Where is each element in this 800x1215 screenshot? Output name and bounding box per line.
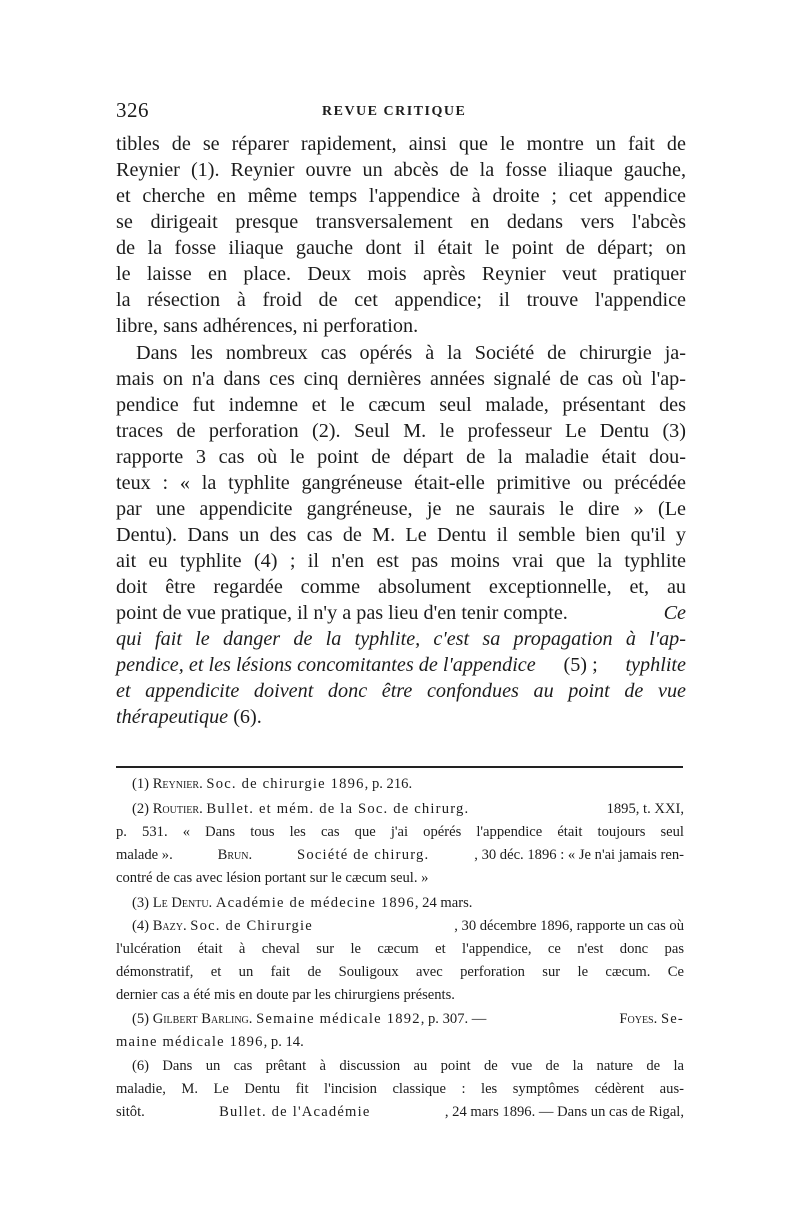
- footnote-text: , 30 décembre 1896, rapporte un cas où: [454, 918, 684, 934]
- body-text-italic: typhlite: [625, 654, 686, 676]
- footnote-line: dernier cas a été mis en doute par les chirurgiens présents.: [116, 987, 455, 1003]
- footnote-number: (5): [132, 1011, 150, 1027]
- footnote-text: , 24 mars.: [414, 895, 473, 911]
- running-title: REVUE CRITIQUE: [322, 104, 467, 119]
- footnote-6: (6) Dans un cas prêtant à discussion au point de vue de la nature de la: [132, 1058, 684, 1074]
- footnote-2: [132, 799, 684, 819]
- footnote-3: [132, 893, 684, 913]
- body-text: (6).: [233, 706, 262, 728]
- footnote-5: [132, 1009, 684, 1029]
- footnote-text: , p. 14.: [263, 1034, 304, 1050]
- footnote-source: Se-: [660, 1011, 684, 1027]
- footnote-source: Bullet. et mém. de la Soc. de chirurg.: [206, 801, 470, 817]
- footnote-4: [132, 916, 684, 936]
- body-line: et cherche en même temps l'appendice à droite ; cet appendice: [116, 185, 686, 207]
- footnote-line: l'ulcération était à cheval sur le cæcum et l'appendice, ce n'est donc pas: [116, 941, 684, 957]
- footnote-author: Bazy.: [152, 918, 187, 934]
- body-text: point de vue pratique, il n'y a pas lieu d'en tenir compte.: [116, 602, 568, 624]
- body-line: doit être regardée comme absolument exceptionnelle, et, au: [116, 576, 686, 598]
- footnote-source: Société de chirurg.: [297, 847, 430, 863]
- footnote-text: sitôt.: [116, 1104, 145, 1120]
- footnote-line: [116, 845, 684, 865]
- body-line: pendice fut indemne et le cæcum seul malade, présentant des: [116, 394, 686, 416]
- footnote-source: Soc. de chirurgie 1896: [206, 776, 365, 792]
- footnote-1: [132, 774, 684, 794]
- footnote-author: Gilbert Barling.: [152, 1011, 253, 1027]
- footnote-source: Académie de médecine 1896: [215, 895, 415, 911]
- footnote-number: (2): [132, 801, 150, 817]
- footnote-rule: [116, 766, 683, 768]
- footnote-author: Reynier.: [152, 776, 203, 792]
- body-line: teux : « la typhlite gangréneuse était-elle primitive ou précédée: [116, 472, 686, 494]
- footnote-author: Le Dentu.: [152, 895, 213, 911]
- body-line: rapporte 3 cas où le point de départ de la maladie était dou-: [116, 446, 686, 468]
- body-line: [116, 601, 686, 627]
- footnote-source: Bullet. de l'Académie: [219, 1104, 371, 1120]
- footnote-number: (4): [132, 918, 150, 934]
- footnote-author: Brun.: [217, 847, 253, 863]
- body-line: libre, sans adhérences, ni perforation.: [116, 315, 419, 337]
- footnote-text: , 24 mars 1896. — Dans un cas de Rigal,: [444, 1104, 684, 1120]
- body-line: se dirigeait presque transversalement en dedans vers l'abcès: [116, 211, 686, 233]
- body-line: Reynier (1). Reynier ouvre un abcès de la fosse iliaque gauche,: [116, 159, 686, 181]
- body-line: Dentu). Dans un des cas de M. Le Dentu il semble bien qu'il y: [116, 524, 686, 546]
- body-text-italic: pendice, et les lésions concomitantes de l'appendice: [116, 654, 536, 676]
- body-line: tibles de se réparer rapidement, ainsi que le montre un fait de: [116, 133, 686, 155]
- footnote-text: , p. 216.: [364, 776, 413, 792]
- body-line: traces de perforation (2). Seul M. le professeur Le Dentu (3): [116, 420, 686, 442]
- footnote-author: Routier.: [152, 801, 203, 817]
- footnote-source: Soc. de Chirurgie: [190, 918, 313, 934]
- footnote-number: (3): [132, 895, 150, 911]
- body-line: la résection à froid de cet appendice; il trouve l'appendice: [116, 289, 686, 311]
- footnote-number: (1): [132, 776, 150, 792]
- footnote-line: démonstratif, et un fait de Souligoux avec perforation sur le cæcum. Ce: [116, 964, 684, 980]
- footnote-line: [116, 1032, 684, 1052]
- footnote-line: maladie, M. Le Dentu fit l'incision classique : les symptômes cédèrent aus-: [116, 1081, 684, 1097]
- footnote-author: Foyes.: [619, 1011, 658, 1027]
- footnote-line: contré de cas avec lésion portant sur le cæcum seul. »: [116, 870, 429, 886]
- footnote-text: , p. 307. —: [420, 1011, 487, 1027]
- body-text-italic: Ce: [663, 602, 686, 624]
- footnote-source: maine médicale 1896: [116, 1034, 264, 1050]
- body-line: qui fait le danger de la typhlite, c'est sa propagation à l'ap-: [116, 628, 686, 650]
- footnote-line: p. 531. « Dans tous les cas que j'ai opérés l'appendice était toujours seul: [116, 824, 684, 840]
- body-line: de la fosse iliaque gauche dont il était le point de départ; on: [116, 237, 686, 259]
- footnote-text: 1895, t. XXI,: [606, 801, 684, 817]
- footnote-text: , 30 déc. 1896 : « Je n'ai jamais ren-: [474, 847, 684, 863]
- footnote-text: malade ».: [116, 847, 173, 863]
- body-line: ait eu typhlite (4) ; il n'en est pas moins vrai que la typhlite: [116, 550, 686, 572]
- body-line: [116, 705, 686, 731]
- footnote-line: [116, 1102, 684, 1122]
- page-number: 326: [116, 98, 149, 122]
- body-line: Dans les nombreux cas opérés à la Société de chirurgie ja-: [136, 342, 686, 364]
- body-line: le laisse en place. Deux mois après Reynier veut pratiquer: [116, 263, 686, 285]
- body-text: (5) ;: [563, 654, 598, 676]
- body-line: [116, 653, 686, 679]
- footnote-source: Semaine médicale 1892: [256, 1011, 421, 1027]
- body-line: et appendicite doivent donc être confondues au point de vue: [116, 680, 686, 702]
- body-line: par une appendicite gangréneuse, je ne saurais le dire » (Le: [116, 498, 686, 520]
- body-text-italic: thérapeutique: [116, 706, 229, 728]
- body-line: mais on n'a dans ces cinq dernières années signalé de cas où l'ap-: [116, 368, 686, 390]
